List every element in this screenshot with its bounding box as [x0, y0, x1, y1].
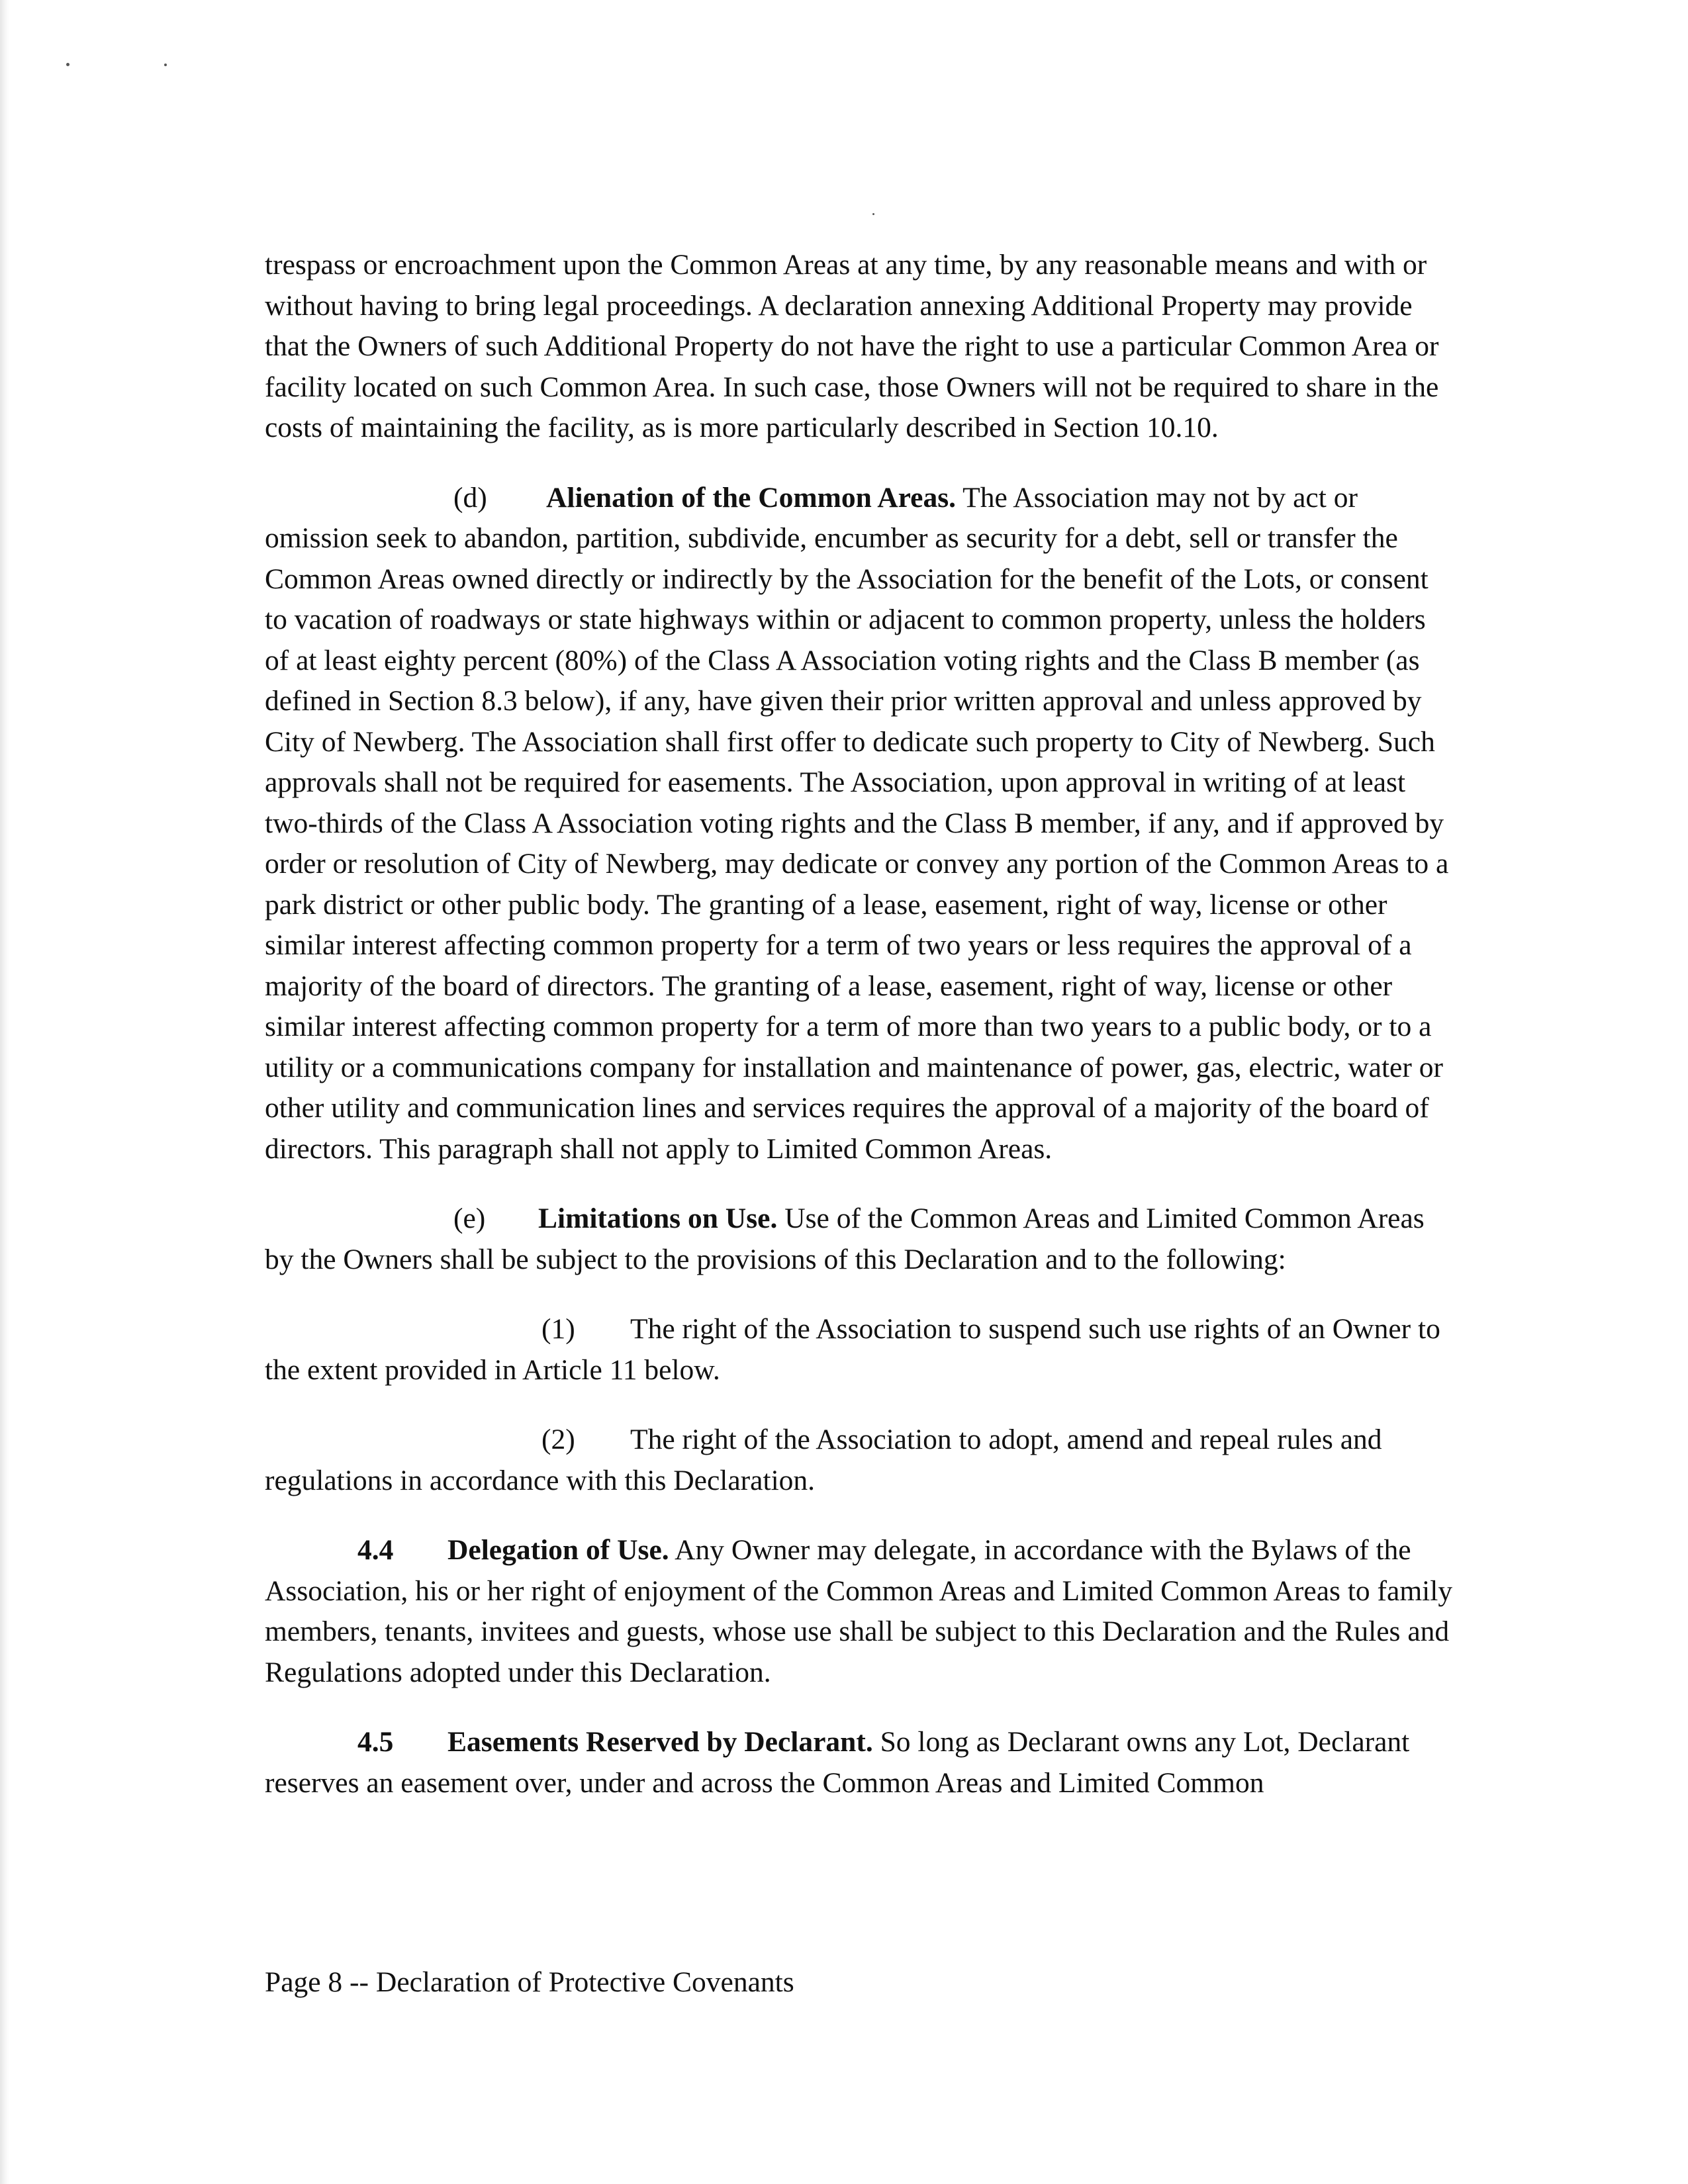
paragraph-e — [265, 1199, 1456, 1280]
section-heading: Delegation of Use. — [447, 1534, 669, 1566]
paragraph-label: (2) — [541, 1424, 575, 1455]
section-number: 4.4 — [357, 1534, 394, 1566]
section-number: 4.5 — [357, 1726, 394, 1758]
paragraph-d — [265, 478, 1456, 1170]
paragraph-text: trespass or encroachment upon the Common Areas at any time, by any reasonable means and with or without having to bring legal proceedings. A declaration annexing Additional Property may provide that the Owners of such Additional Property do not have the right to use a particular Common Area or facility located on such Common Area. In such case, those Owners will not be required to share in the costs of maintaining the facility, as is more particularly described in Section 10.10. — [265, 249, 1439, 443]
paragraph-4-5 — [265, 1722, 1456, 1803]
paragraph-4-4 — [265, 1530, 1456, 1693]
paragraph-text: So long as Declarant owns any Lot, Declarant reserves an easement over, under and across the Common Areas and Limited Common — [265, 1726, 1410, 1799]
page-footer: Page 8 -- Declaration of Protective Covenants — [265, 1966, 794, 1998]
paragraph-e1 — [265, 1309, 1456, 1390]
scan-speck — [164, 64, 167, 66]
paragraph-continuation — [265, 245, 1456, 449]
scan-speck — [66, 63, 70, 66]
paragraph-text: Any Owner may delegate, in accordance with the Bylaws of the Association, his or her right of enjoyment of the Common Areas and Limited Common Areas to family members, tenants, invitees and guests, whose use shall be subject to this Declaration and the Rules and Regulations adopted under this Declaration. — [265, 1534, 1453, 1688]
document-body — [265, 245, 1456, 1833]
scan-edge-shadow — [0, 0, 9, 2184]
paragraph-label: (d) — [453, 481, 487, 514]
paragraph-label: (e) — [453, 1203, 486, 1234]
paragraph-text: The Association may not by act or omission seek to abandon, partition, subdivide, encumber as security for a debt, sell or transfer the Common Areas owned directly or indirectly by the Association for the benefit of the Lots, or consent to vacation of roadways or state highways within or adjacent to common property, unless the holders of at least eighty percent (80%) of the Class A Association voting rights and the Class B member (as defined in Section 8.3 below), if any, have given their prior written approval and unless approved by City of Newberg. The Association shall first offer to dedicate such property to City of Newberg. Such approvals shall not be required for easements. The Association, upon approval in writing of at least two-thirds of the Class A Association voting rights and the Class B member, if any, and if approved by order or resolution of City of Newberg, may dedicate or convey any portion of the Common Areas to a park district or other public body. The granting of a lease, easement, right of way, license or other similar interest affecting common property for a term of two years or less requires the approval of a majority of the board of directors. The granting of a lease, easement, right of way, license or other similar interest affecting common property for a term of more than two years to a public body, or to a utility or a communications company for installation and maintenance of power, gas, electric, water or other utility and communication lines and services requires the approval of a majority of the board of directors. This paragraph shall not apply to Limited Common Areas. — [265, 481, 1449, 1165]
paragraph-heading: Alienation of the Common Areas. — [546, 481, 957, 514]
paragraph-e2 — [265, 1420, 1456, 1501]
paragraph-heading: Limitations on Use. — [538, 1203, 778, 1234]
paragraph-text: Use of the Common Areas and Limited Common Areas by the Owners shall be subject to the provisions of this Declaration and to the following: — [265, 1203, 1425, 1275]
paragraph-label: (1) — [541, 1313, 575, 1345]
scan-speck — [872, 213, 874, 215]
section-heading: Easements Reserved by Declarant. — [447, 1726, 873, 1758]
paragraph-text: The right of the Association to suspend such use rights of an Owner to the extent provided in Article 11 below. — [265, 1313, 1440, 1386]
paragraph-text: The right of the Association to adopt, amend and repeal rules and regulations in accordance with this Declaration. — [265, 1424, 1382, 1496]
